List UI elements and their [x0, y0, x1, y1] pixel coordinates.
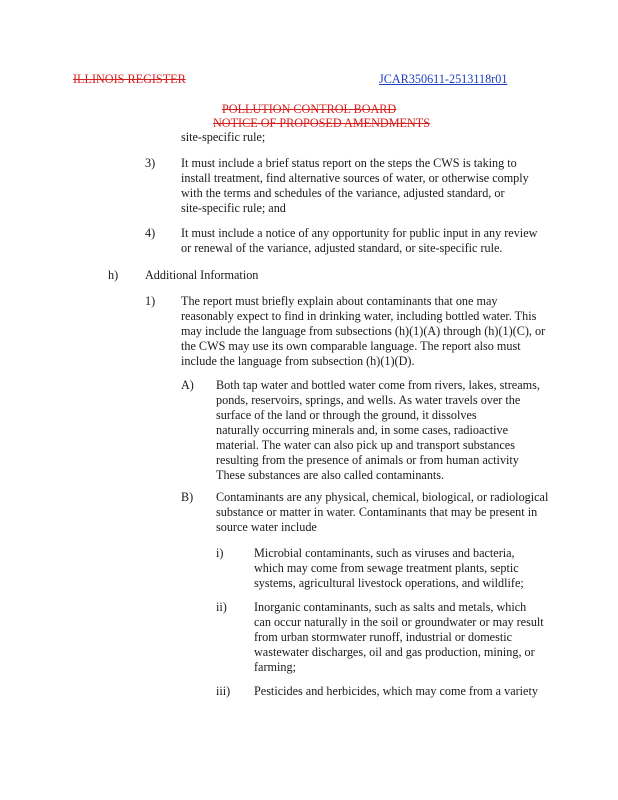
text-line: The report must briefly explain about contaminants that one may: [181, 294, 498, 308]
item-B-number: B): [181, 490, 194, 504]
text-line: Microbial contaminants, such as viruses and bacteria,: [254, 546, 515, 560]
register-title: ILLINOIS REGISTER: [73, 72, 186, 86]
item-A-number: A): [181, 378, 194, 392]
text-line: These substances are also called contaminants.: [216, 468, 445, 482]
text-line: install treatment, find alternative sources of water, or otherwise comply: [181, 171, 529, 185]
text-line: Inorganic contaminants, such as salts and metals, which: [254, 600, 527, 614]
text-line: the CWS may use its own comparable language. The report also must: [181, 339, 521, 353]
text-line: It must include a notice of any opportunity for public input in any review: [181, 226, 538, 240]
text-line: farming;: [254, 660, 296, 674]
text-line: wastewater discharges, oil and gas production, mining, or: [254, 645, 535, 659]
text-line: with the terms and schedules of the variance, adjusted standard, or: [181, 186, 505, 200]
text-line: surface of the land or through the ground, it dissolves: [216, 408, 477, 422]
text-line: reasonably expect to find in drinking water, including bottled water. This: [181, 309, 537, 323]
notice-title: NOTICE OF PROPOSED AMENDMENTS: [213, 116, 431, 130]
text-line: or renewal of the variance, adjusted standard, or site-specific rule.: [181, 241, 503, 255]
text-line: material. The water can also pick up and transport substances: [216, 438, 515, 452]
text-line: which may come from sewage treatment plants, septic: [254, 561, 519, 575]
item-3-number: 3): [145, 156, 156, 170]
text-line: naturally occurring minerals and, in some cases, radioactive: [216, 423, 509, 437]
document-code: JCAR350611-2513118r01: [379, 72, 508, 86]
text-line: can occur naturally in the soil or groundwater or may result: [254, 615, 544, 629]
subsection-h-title: Additional Information: [145, 268, 259, 282]
item-i-number: i): [216, 546, 224, 560]
board-title: POLLUTION CONTROL BOARD: [222, 102, 397, 116]
text-line: Contaminants are any physical, chemical, biological, or radiological: [216, 490, 549, 504]
continuation-line: site-specific rule;: [181, 130, 266, 144]
subsection-h-number: h): [108, 268, 119, 282]
item-iii-number: iii): [216, 684, 231, 698]
text-line: Both tap water and bottled water come from rivers, lakes, streams,: [216, 378, 540, 392]
item-ii-number: ii): [216, 600, 227, 614]
text-line: substance or matter in water. Contaminants that may be present in: [216, 505, 538, 519]
text-line: site-specific rule; and: [181, 201, 286, 215]
text-line: It must include a brief status report on the steps the CWS is taking to: [181, 156, 517, 170]
text-line: Pesticides and herbicides, which may come from a variety: [254, 684, 538, 698]
item-4-number: 4): [145, 226, 156, 240]
text-line: source water include: [216, 520, 317, 534]
text-line: from urban stormwater runoff, industrial or domestic: [254, 630, 513, 644]
item-h1-number: 1): [145, 294, 156, 308]
text-line: may include the language from subsections (h)(1)(A) through (h)(1)(C), or: [181, 324, 546, 338]
text-line: systems, agricultural livestock operations, and wildlife;: [254, 576, 524, 590]
text-line: resulting from the presence of animals or from human activity: [216, 453, 519, 467]
text-line: include the language from subsection (h)(1)(D).: [181, 354, 415, 368]
text-line: ponds, reservoirs, springs, and wells. As water travels over the: [216, 393, 521, 407]
